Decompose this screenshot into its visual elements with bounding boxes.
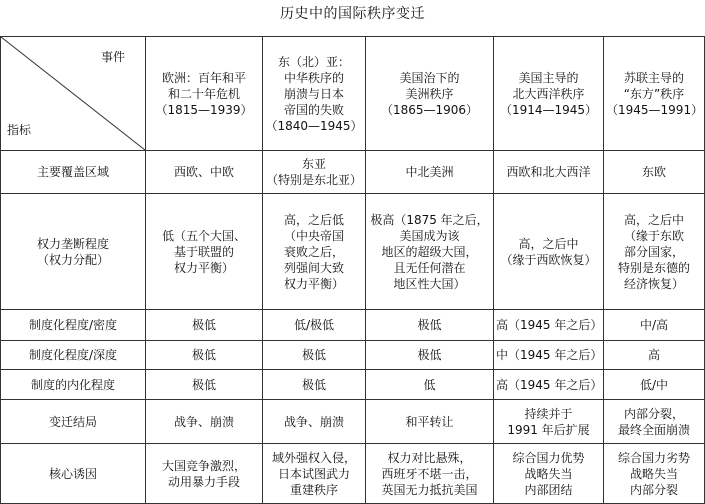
column-header-line: 帝国的失败 xyxy=(283,102,344,117)
table-cell xyxy=(146,444,263,504)
column-header-line: 崩溃与日本 xyxy=(283,86,344,101)
cell-line: 战争、崩溃 xyxy=(173,414,234,429)
row-label xyxy=(1,341,146,370)
cell-line: （缘于西欧恢复） xyxy=(500,252,597,267)
cell-line: 极低 xyxy=(417,318,442,332)
row-label xyxy=(1,444,146,504)
table-cell xyxy=(263,151,366,194)
row-label-line: 制度化程度/深度 xyxy=(28,348,118,362)
column-header-line: 东（北）亚： xyxy=(277,54,350,69)
table-cell xyxy=(263,400,366,444)
table-cell xyxy=(263,444,366,504)
table-cell xyxy=(604,194,705,310)
table-row xyxy=(1,310,705,341)
cell-line: 内部分裂 xyxy=(629,482,678,497)
column-header-line: 欧洲：百年和平 xyxy=(161,70,246,85)
cell-line: 西班牙不堪一击， xyxy=(381,466,478,481)
column-header xyxy=(366,37,494,151)
cell-line: 美国成为该 xyxy=(399,228,460,243)
column-header-line: 苏联主导的 xyxy=(623,70,684,85)
column-header xyxy=(604,37,705,151)
cell-line: 地区的超级大国， xyxy=(381,244,478,259)
cell-line: 极高（1875 年之后， xyxy=(370,212,489,227)
cell-line: 低/极低 xyxy=(293,318,335,332)
table-cell xyxy=(146,310,263,341)
table-row xyxy=(1,341,705,370)
column-header xyxy=(263,37,366,151)
cell-line: 极低 xyxy=(301,377,326,392)
table-cell xyxy=(604,370,705,400)
cell-line: 中北美洲 xyxy=(405,165,454,179)
cell-line: （中央帝国 xyxy=(283,228,344,243)
row-label xyxy=(1,400,146,444)
table-cell xyxy=(494,151,604,194)
cell-line: 西欧和北大西洋 xyxy=(506,165,591,179)
table-cell xyxy=(263,310,366,341)
cell-line: 极低 xyxy=(301,348,326,362)
cell-line: 衰败之后， xyxy=(283,244,344,259)
cell-line: 战略失当 xyxy=(524,466,573,481)
column-header-line: （1865—1906） xyxy=(380,102,479,117)
table-cell xyxy=(146,341,263,370)
table-cell xyxy=(366,400,494,444)
column-header-line: “东方”秩序 xyxy=(623,86,685,101)
cell-line: 地区性大国） xyxy=(393,276,466,291)
cell-line: 列强间大致 xyxy=(283,260,344,275)
table-cell xyxy=(146,400,263,444)
cell-line: 和平转让 xyxy=(405,414,454,429)
cell-line: 高，之后中 xyxy=(518,236,579,251)
cell-line: 英国无力抵抗美国 xyxy=(381,482,478,497)
table-row xyxy=(1,151,705,194)
table-row xyxy=(1,370,705,400)
cell-line: 基于联盟的 xyxy=(173,244,234,259)
cell-line: 最终全面崩溃 xyxy=(617,422,690,437)
cell-line: 高 xyxy=(647,348,660,362)
table-row xyxy=(1,400,705,444)
cell-line: 综合国力劣势 xyxy=(617,450,690,465)
cell-line: 极低 xyxy=(191,377,216,392)
cell-line: 经济恢复） xyxy=(623,276,684,291)
cell-line: 西欧、中欧 xyxy=(173,165,234,179)
indicators-label: 指标 xyxy=(7,123,32,137)
cell-line: 重建秩序 xyxy=(289,482,338,497)
table-cell xyxy=(366,370,494,400)
table-cell xyxy=(263,370,366,400)
table-cell xyxy=(494,194,604,310)
table-cell xyxy=(604,400,705,444)
row-label-line: 权力垄断程度 xyxy=(36,236,109,251)
header-row xyxy=(1,37,705,151)
cell-line: 权力对比悬殊， xyxy=(387,450,472,465)
cell-line: 且无任何潜在 xyxy=(393,260,466,275)
cell-line: 高，之后中 xyxy=(623,212,684,227)
column-header-line: 和二十年危机 xyxy=(167,86,240,101)
cell-line: 内部分裂， xyxy=(623,406,684,421)
cell-line: 特别是东德的 xyxy=(617,260,690,275)
column-header-line: 美洲秩序 xyxy=(405,86,454,101)
table-cell xyxy=(604,310,705,341)
cell-line: 极低 xyxy=(417,348,442,362)
row-label xyxy=(1,151,146,194)
cell-line: 低/中 xyxy=(639,377,669,392)
cell-line: 高，之后低 xyxy=(283,212,344,227)
cell-line: （缘于东欧 xyxy=(623,228,684,243)
column-header xyxy=(146,37,263,151)
cell-line: 日本试图武力 xyxy=(277,466,350,481)
cell-line: 中/高 xyxy=(639,318,669,332)
cell-line: 极低 xyxy=(191,348,216,362)
cell-line: 东亚 xyxy=(301,157,326,171)
row-label xyxy=(1,310,146,341)
row-label-line: 核心诱因 xyxy=(48,466,97,481)
table-cell xyxy=(366,341,494,370)
cell-line: 权力平衡） xyxy=(283,276,344,291)
cell-line: 东欧 xyxy=(641,165,666,179)
table-cell xyxy=(494,370,604,400)
table-cell xyxy=(263,341,366,370)
cell-line: 战略失当 xyxy=(629,466,678,481)
table-cell xyxy=(494,444,604,504)
corner-cell xyxy=(1,37,146,151)
column-header-line: 中华秩序的 xyxy=(283,70,344,85)
cell-line: 高（1945 年之后） xyxy=(496,377,603,392)
cell-line: 1991 年后扩展 xyxy=(507,422,590,437)
table-cell xyxy=(146,370,263,400)
cell-line: 动用暴力手段 xyxy=(167,474,240,489)
cell-line: 中（1945 年之后） xyxy=(496,348,603,362)
cell-line: 战争、崩溃 xyxy=(283,414,344,429)
column-header-line: （1914—1945） xyxy=(499,102,598,117)
column-header-line: 美国主导的 xyxy=(518,70,579,85)
cell-line: （特别是东北亚） xyxy=(265,173,362,187)
table-cell xyxy=(494,310,604,341)
table-cell xyxy=(604,341,705,370)
cell-line: 部分国家， xyxy=(623,244,684,259)
column-header-line: （1840—1945） xyxy=(265,118,363,133)
table-row xyxy=(1,444,705,504)
row-label-line: 制度化程度/密度 xyxy=(28,318,118,332)
cell-line: 综合国力优势 xyxy=(512,450,585,465)
row-label xyxy=(1,194,146,310)
events-label: 事件 xyxy=(100,50,125,64)
row-label xyxy=(1,370,146,400)
cell-line: 低（五个大国、 xyxy=(161,228,246,243)
column-header xyxy=(494,37,604,151)
cell-line: 大国竞争激烈， xyxy=(161,458,246,473)
table-cell xyxy=(263,194,366,310)
table-title: 历史中的国际秩序变迁 xyxy=(280,6,425,22)
cell-line: 内部团结 xyxy=(524,482,573,497)
table-cell xyxy=(494,400,604,444)
table-cell xyxy=(366,444,494,504)
cell-line: 持续并于 xyxy=(524,406,573,421)
row-label-line: 变迁结局 xyxy=(48,414,97,429)
table-row xyxy=(1,194,705,310)
table-cell xyxy=(146,194,263,310)
cell-line: 权力平衡） xyxy=(173,260,234,275)
cell-line: 低 xyxy=(423,377,436,392)
table-cell xyxy=(366,194,494,310)
table-cell xyxy=(366,310,494,341)
table-cell xyxy=(604,151,705,194)
cell-line: 极低 xyxy=(191,318,216,332)
cell-line: 高（1945 年之后） xyxy=(496,318,603,332)
row-label-line: （权力分配） xyxy=(36,252,109,267)
table-cell xyxy=(604,444,705,504)
column-header-line: （1815—1939） xyxy=(155,102,253,117)
table-cell xyxy=(146,151,263,194)
table-cell xyxy=(494,341,604,370)
row-label-line: 主要覆盖区域 xyxy=(36,165,109,179)
cell-line: 域外强权入侵， xyxy=(271,450,356,465)
column-header-line: 美国治下的 xyxy=(399,70,460,85)
row-label-line: 制度的内化程度 xyxy=(30,377,115,392)
column-header-line: 北大西洋秩序 xyxy=(512,86,585,101)
order-comparison-table xyxy=(0,36,705,504)
column-header-line: （1945—1991） xyxy=(606,102,704,117)
table-cell xyxy=(366,151,494,194)
